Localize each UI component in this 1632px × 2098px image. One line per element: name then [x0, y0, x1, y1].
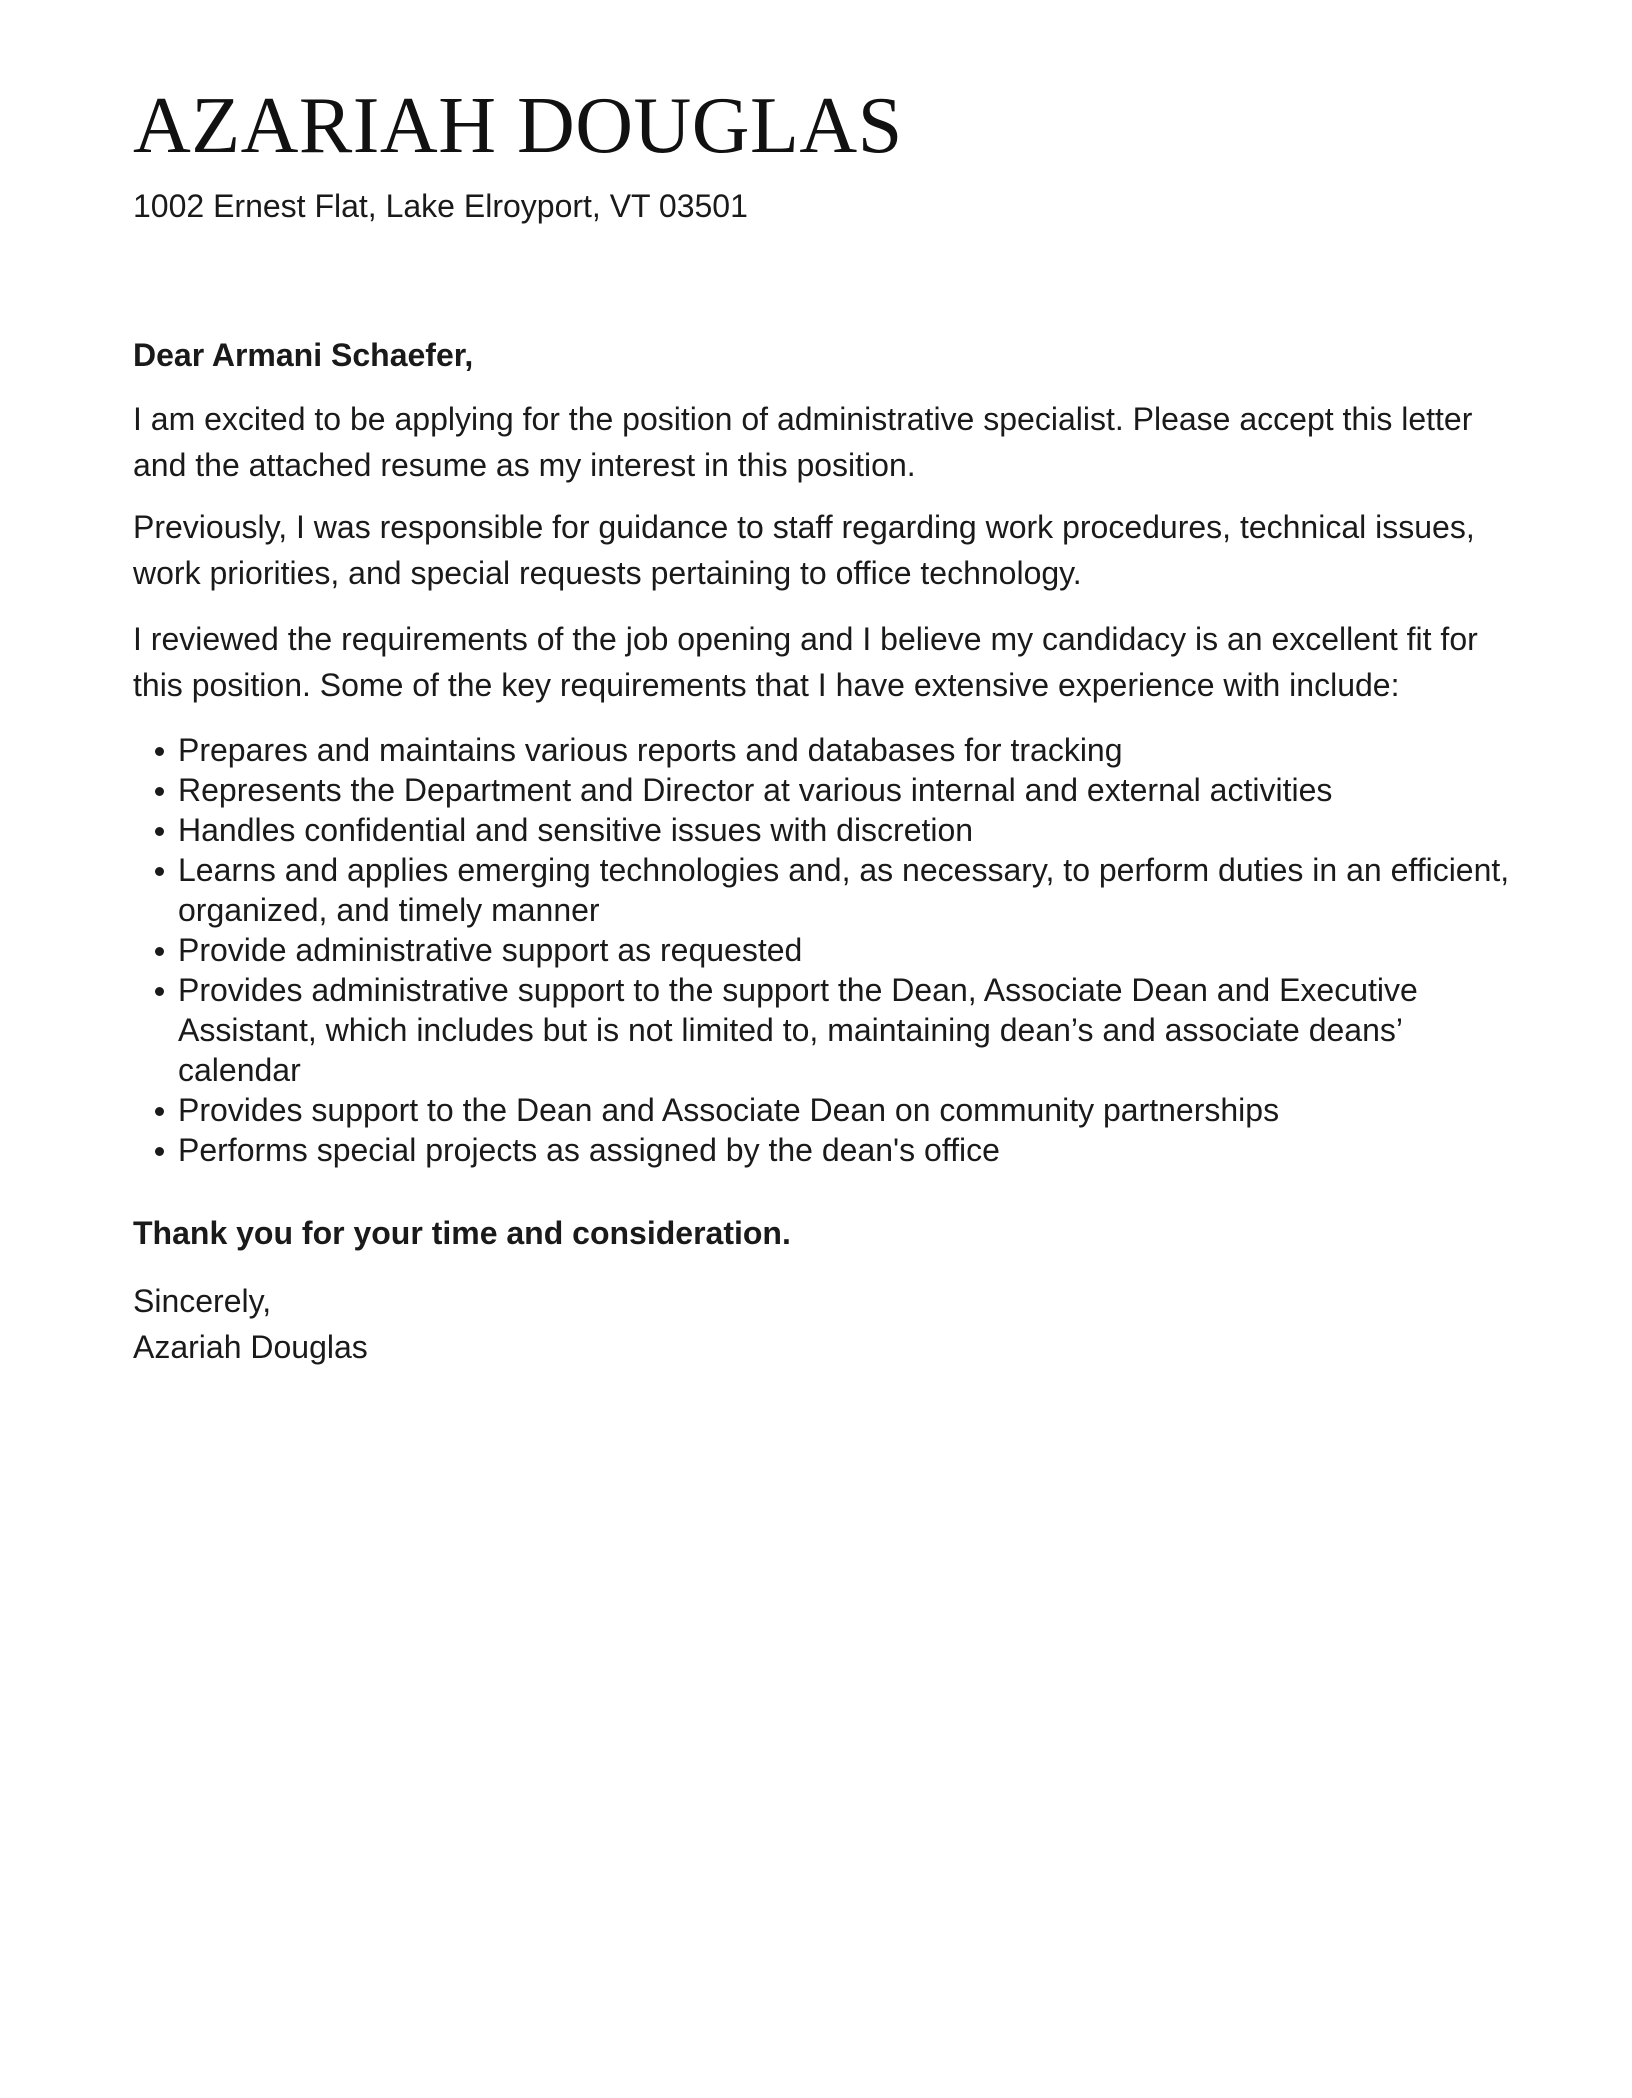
- requirement-item-4: Learns and applies emerging technologies and, as necessary, to perform duties in an efficient, organized, and timely manner: [133, 850, 1518, 930]
- greeting: Dear Armani Schaefer,: [133, 337, 474, 373]
- signoff-block: [133, 1278, 1518, 1370]
- requirement-item-7: Provides support to the Dean and Associate Dean on community partnerships: [133, 1090, 1518, 1130]
- signature-name: Azariah Douglas: [133, 1329, 368, 1365]
- requirement-item-5: Provide administrative support as requested: [133, 930, 1518, 970]
- signoff: Sincerely,: [133, 1283, 272, 1319]
- requirements-list: [133, 730, 1518, 1170]
- requirement-item-2: Represents the Department and Director at various internal and external activities: [133, 770, 1518, 810]
- requirement-item-1: Prepares and maintains various reports and databases for tracking: [133, 730, 1518, 770]
- paragraph-requirements-lead: I reviewed the requirements of the job opening and I believe my candidacy is an excellent fit for this position. Some of the key requirements that I have extensive experience with include:: [133, 621, 1478, 703]
- paragraph-experience: Previously, I was responsible for guidance to staff regarding work procedures, technical issues, work priorities, and special requests pertaining to office technology.: [133, 509, 1475, 591]
- closing-line: Thank you for your time and consideration.: [133, 1215, 791, 1251]
- sender-address: 1002 Ernest Flat, Lake Elroyport, VT 03501: [133, 188, 748, 224]
- sender-name-heading: AZARIAH DOUGLAS: [133, 82, 903, 170]
- requirement-item-6: Provides administrative support to the support the Dean, Associate Dean and Executive Assistant, which includes but is not limited to, maintaining dean’s and associate deans’ calendar: [133, 970, 1518, 1090]
- requirement-item-8: Performs special projects as assigned by the dean's office: [133, 1130, 1518, 1170]
- requirement-item-3: Handles confidential and sensitive issues with discretion: [133, 810, 1518, 850]
- paragraph-intro: I am excited to be applying for the position of administrative specialist. Please accept this letter and the attached resume as my interest in this position.: [133, 401, 1473, 483]
